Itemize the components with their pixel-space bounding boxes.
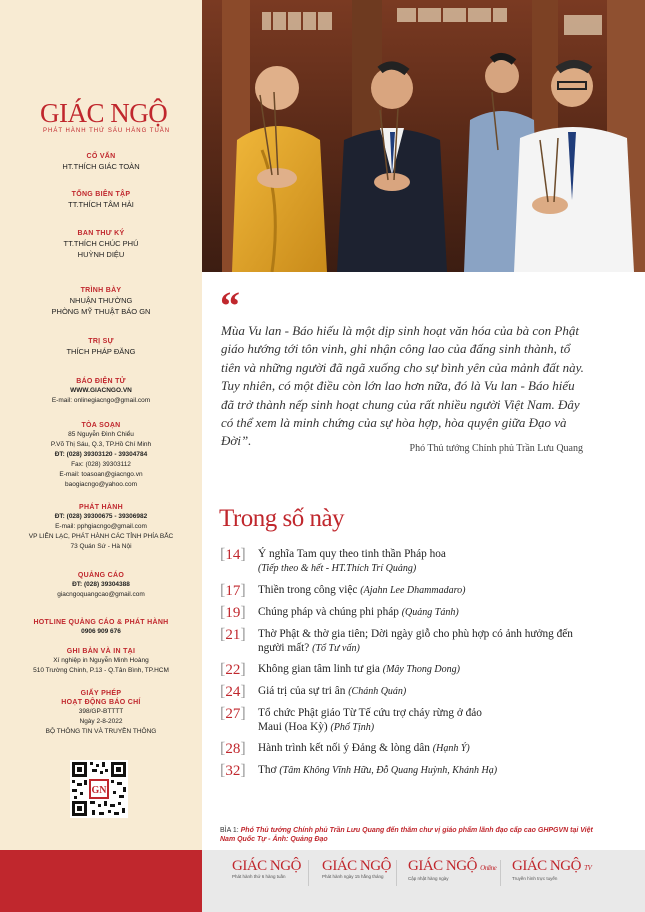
section-line: ĐT: (028) 39300675 - 39306982 [54,513,148,520]
section-line: ĐT: (028) 39303120 - 39304784 [54,451,148,458]
caption-text: Phó Thủ tướng Chính phủ Trần Lưu Quang đến thăm chư vị giáo phẩm lãnh đạo cấp cao GHPGVN tại Việt Nam Quốc Tự - Ảnh: Quảng Đạo [220,827,593,843]
section-line: HT.THÍCH GIÁC TOÀN [62,162,140,171]
footer-divider [308,860,309,886]
toc-entry: Ý nghĩa Tam quy theo tinh thần Pháp hoa (Tiếp theo & hết - HT.Thích Trí Quảng) [258,548,446,574]
quote-author: Phó Thủ tướng Chính phủ Trần Lưu Quang [409,443,583,454]
toc-page-number: [24] [220,683,246,700]
staff-section-design [0,286,202,317]
section-line: BỘ THÔNG TIN VÀ TRUYỀN THÔNG [45,728,157,735]
section-line: HUỲNH DIỆU [77,250,125,259]
staff-section-secretariat [0,229,202,260]
qr-code[interactable] [70,760,128,818]
toc-entry: Tổ chức Phật giáo Từ Tế cứu trợ cháy rừng ở đảo Maui (Hoa Kỳ) (Phổ Tịnh) [258,707,482,733]
toc-page-number: [22] [220,661,246,678]
footer-logo-suffix: Online [480,864,497,872]
footer-divider [396,860,397,886]
toc-entry: Hành trình kết nối ý Đảng & lòng dân (Hạnh Ý) [258,742,470,754]
section-line: Xí nghiệp in Nguyễn Minh Hoàng [53,657,149,664]
qr-code-graphic [70,760,128,818]
footer-logo-sub: Phát hành thứ 6 hàng tuần [232,874,286,879]
footer-logo-name: GIÁC NGỘ [232,858,301,874]
section-line: THÍCH PHÁP ĐĂNG [66,347,136,356]
toc-entry: Thiền trong công việc (Ajahn Lee Dhammadaro) [258,584,466,596]
section-line: TT.THÍCH TÂM HẢI [68,200,134,209]
section-heading: PHÁT HÀNH [79,504,123,511]
footer-logo-online[interactable] [408,858,508,882]
footer-red-band [0,850,202,912]
toc-entry: Chúng pháp và chúng phi pháp (Quảng Tánh) [258,606,459,618]
footer-logo-weekly[interactable] [232,858,332,880]
qr-badge-text: GN [91,785,107,796]
section-line: E-mail: onlinegiacngo@gmail.com [51,397,151,404]
section-line: Ngày 2-8-2022 [79,718,123,725]
footer-logo-monthly[interactable] [322,858,422,880]
section-heading: TÒA SOẠN [81,422,121,429]
section-heading: BAN THƯ KÝ [77,230,125,237]
staff-section-administration [0,337,202,357]
toc-title: Trong số này [219,505,345,532]
section-heading: QUẢNG CÁO [77,572,125,579]
section-line: PHÒNG MỸ THUẬT BÁO GN [51,307,151,316]
footer-logo-suffix: TV [584,864,592,872]
section-line: 510 Trường Chinh, P.13 - Q.Tân Bình, TP.HCM [33,667,169,674]
toc-page-number: [14] [220,546,246,563]
section-line: 73 Quán Sứ - Hà Nội [70,543,132,550]
quote-text: Mùa Vu lan - Báo hiếu là một dịp sinh hoạt văn hóa của bà con Phật giáo hướng tới tôn vinh, ghi nhận công lao của đấng sinh thành, tổ tiên và những người đã ngã xuống cho sự bình yên của mảnh đất này. Tuy nhiên, có một điều còn lớn lao hơn nữa, đó là Vu lan - Báo hiếu đã trở thành nếp sinh hoạt chung của rất nhiều người Việt Nam. Đây có thể xem là minh chứng của sự hòa hợp, hòa quyện giữa Đạo và Đời”. [221,323,584,449]
staff-section-advisor [0,152,202,172]
section-heading: TRÌNH BÀY [80,287,122,294]
staff-section-distribution [0,503,202,552]
toc-page-number: [19] [220,604,246,621]
section-line: giacngoquangcao@gmail.com [57,591,145,598]
footer-logo-name: GIÁC NGỘ Online [408,858,497,874]
section-line: NHUẬN THƯỜNG [69,296,133,305]
section-heading: HOTLINE QUẢNG CÁO & PHÁT HÀNH [33,619,169,626]
section-line: ĐT: (028) 39304388 [72,581,130,588]
toc-page-number: [21] [220,626,246,643]
staff-section-hotline [0,618,202,637]
section-line: 0906 909 676 [81,628,121,635]
footer-logo-sub: Phát hành ngày 15 hằng tháng [322,874,384,879]
section-line: E-mail: pphgiacngo@gmail.com [55,523,147,530]
toc-entry: Thờ Phật & thờ gia tiên; Dời ngày giỗ cho phù hợp có ảnh hưởng đến người mất? (Tổ Tư vấn) [258,628,573,654]
toc-page-number: [32] [220,762,246,779]
section-heading: GIẤY PHÉP [80,690,122,697]
section-heading: HOẠT ĐỘNG BÁO CHÍ [61,699,141,706]
toc-entry: Thơ (Tâm Không Vĩnh Hữu, Đỗ Quang Huỳnh, Khánh Hạ) [258,764,498,776]
masthead-column [0,0,202,850]
toc-page-number: [28] [220,740,246,757]
section-line: baogiacngo@yahoo.com [64,481,137,488]
footer-divider [500,860,501,886]
section-heading: TỔNG BIÊN TẬP [71,191,131,198]
footer-logo-sub: Truyền hình trực tuyến [512,876,558,881]
toc-entry: Không gian tâm linh tư gia (Mây Thong Dong) [258,663,460,675]
logo: GIÁC NGỘ [40,98,168,128]
footer-logo-sub: Cập nhật hàng ngày [408,876,449,881]
footer-logo-name: GIÁC NGỘ [322,858,391,874]
staff-section-online [0,377,202,406]
toc-entry: Giá trị của sự tri ân (Chánh Quán) [258,685,407,697]
footer-logo-tv[interactable] [512,858,612,882]
section-heading: GHI BẢN VÀ IN TẠI [66,648,136,655]
staff-section-editor-in-chief [0,190,202,210]
footer-logo-name: GIÁC NGỘ TV [512,858,592,874]
section-line: TT.THÍCH CHÚC PHÚ [63,239,139,248]
section-heading: BÁO ĐIỆN TỬ [76,378,126,385]
logo-tagline: PHÁT HÀNH THỨ SÁU HÀNG TUẦN [43,128,171,134]
toc-page-number: [27] [220,705,246,722]
toc-page-number: [17] [220,582,246,599]
section-line: 85 Nguyễn Đình Chiểu [68,431,134,438]
section-heading: CỐ VẤN [86,153,116,160]
staff-section-printing [0,647,202,676]
quote-mark: “ [220,283,240,328]
staff-section-advertising [0,571,202,600]
section-heading: TRỊ SỰ [88,338,114,345]
section-line: Fax: (028) 39303112 [71,461,131,468]
caption-label: BÌA 1: [220,827,239,834]
cover-photo [202,0,645,272]
cover-caption [220,826,600,844]
section-line: E-mail: toasoan@giacngo.vn [59,471,143,478]
staff-section-license [0,689,202,737]
section-line: 398/GP-BTTTT [78,708,124,715]
cover-photo-illustration [202,0,645,272]
website-link[interactable]: WWW.GIACNGO.VN [70,387,132,394]
section-line: P.Võ Thị Sáu, Q.3, TP.Hồ Chí Minh [50,441,152,448]
staff-section-office [0,421,202,490]
section-line: VP LIÊN LẠC, PHÁT HÀNH CÁC TỈNH PHÍA BẮC [28,533,174,540]
